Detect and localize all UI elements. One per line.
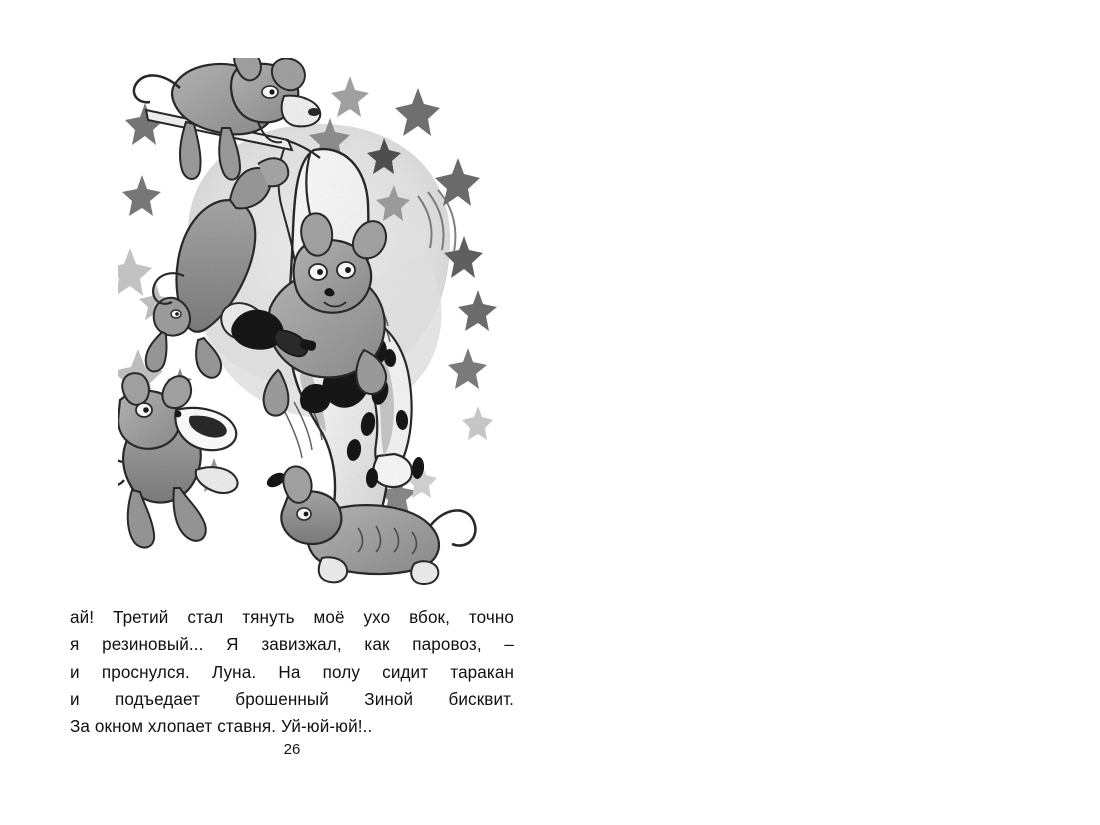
text-line: я резиновый... Я завизжал, как паровоз, – <box>70 635 514 655</box>
text-line: и подъедает брошенный Зиной бисквит. <box>70 689 514 709</box>
page-right <box>550 0 1100 825</box>
left-page-text <box>70 604 514 740</box>
puppy-barking <box>118 373 238 547</box>
dog-illustration <box>118 58 538 588</box>
paragraph <box>70 604 514 740</box>
page-number-left: 26 <box>283 741 301 758</box>
text-line: и проснулся. Луна. На полу сидит таракан <box>70 662 514 682</box>
text-line: За окном хлопает ставня. Уй-юй-юй!.. <box>70 717 373 737</box>
text-line: ай! Третий стал тянуть моё ухо вбок, точно <box>70 608 514 627</box>
